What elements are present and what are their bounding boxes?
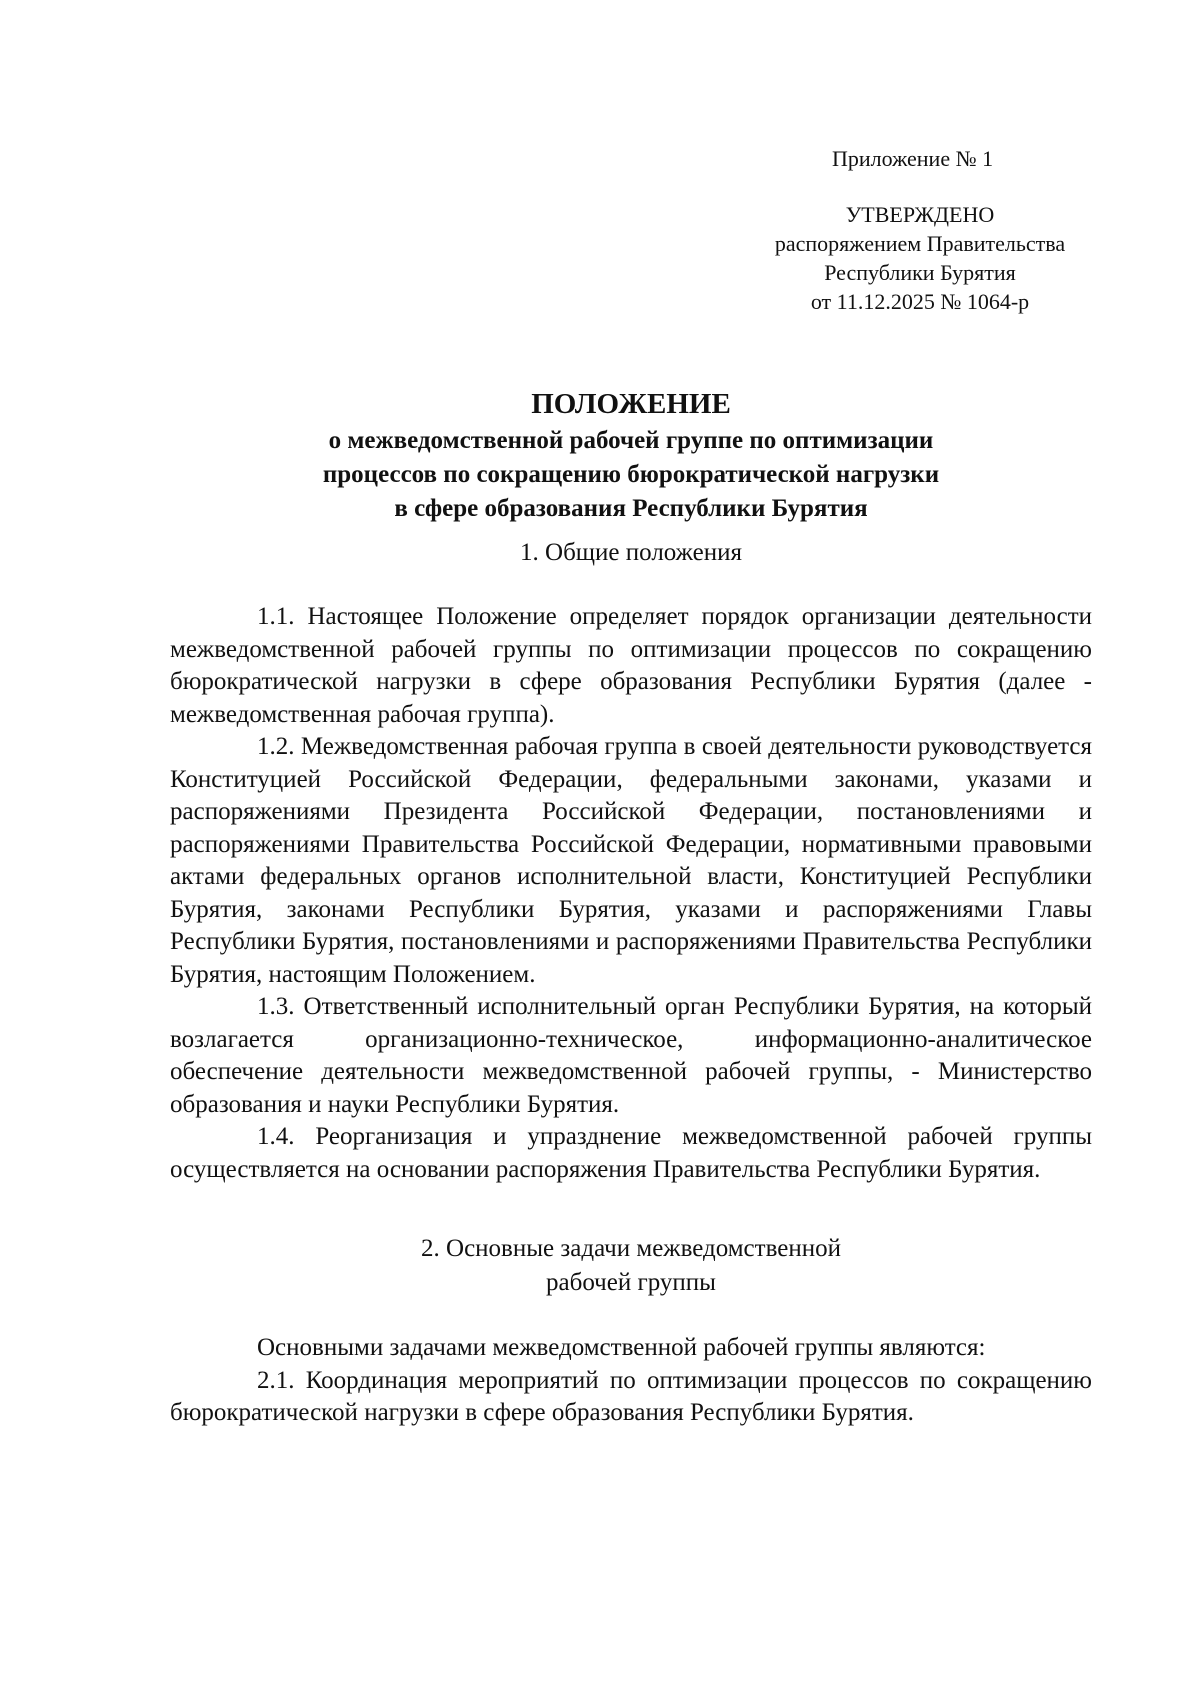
approval-line: УТВЕРЖДЕНО — [845, 202, 995, 227]
title-line: о межведомственной рабочей группе по оптимизации — [328, 427, 934, 454]
paragraph: 1.3. Ответственный исполнительный орган Республики Бурятия, на который возлагается организационно-техническое, информационно-аналитическое обеспечение деятельности межведомственной рабочей группы, - Министерство образования и науки Республики Бурятия. — [170, 993, 1092, 1118]
section-heading-line: 1. Общие положения — [520, 539, 742, 566]
section-heading-line: рабочей группы — [546, 1269, 716, 1296]
title-main: ПОЛОЖЕНИЕ — [531, 388, 731, 420]
document-title — [170, 386, 1092, 526]
paragraph: 1.1. Настоящее Положение определяет порядок организации деятельности межведомственной рабочей группы по оптимизации процессов по сокращению бюрократической нагрузки в сфере образования Республики Бурятия (далее - межведомственная рабочая группа). — [170, 603, 1092, 728]
section-1-body — [170, 601, 1092, 1186]
appendix-label: Приложение № 1 — [832, 146, 994, 171]
section-2-heading — [170, 1232, 1092, 1300]
approval-line: от 11.12.2025 № 1064-р — [810, 289, 1030, 314]
section-1-heading — [170, 536, 1092, 570]
paragraph: 1.4. Реорганизация и упразднение межведомственной рабочей группы осуществляется на основании распоряжения Правительства Республики Бурятия. — [170, 1123, 1092, 1183]
paragraph: 1.2. Межведомственная рабочая группа в своей деятельности руководствуется Конституцией Российской Федерации, федеральными законами, указами и распоряжениями Президента Российской Федерации, постановлениями и распоряжениями Правительства Российской Федерации, нормативными правовыми актами федеральных органов исполнительной власти, Конституцией Республики Бурятия, законами Республики Бурятия, указами и распоряжениями Главы Республики Бурятия, постановлениями и распоряжениями Правительства Республики Бурятия, настоящим Положением. — [170, 733, 1092, 988]
paragraph: Основными задачами межведомственной рабочей группы являются: — [257, 1334, 986, 1361]
title-line: процессов по сокращению бюрократической нагрузки — [322, 461, 940, 488]
approval-stamp — [740, 200, 1100, 316]
title-line: в сфере образования Республики Бурятия — [394, 495, 868, 522]
approval-line: Республики Бурятия — [824, 260, 1016, 285]
approval-line: распоряжением Правительства — [774, 231, 1066, 256]
paragraph: 2.1. Координация мероприятий по оптимизации процессов по сокращению бюрократической нагрузки в сфере образования Республики Бурятия. — [170, 1366, 1092, 1426]
section-2-body — [170, 1332, 1092, 1430]
section-heading-line: 2. Основные задачи межведомственной — [421, 1235, 841, 1262]
